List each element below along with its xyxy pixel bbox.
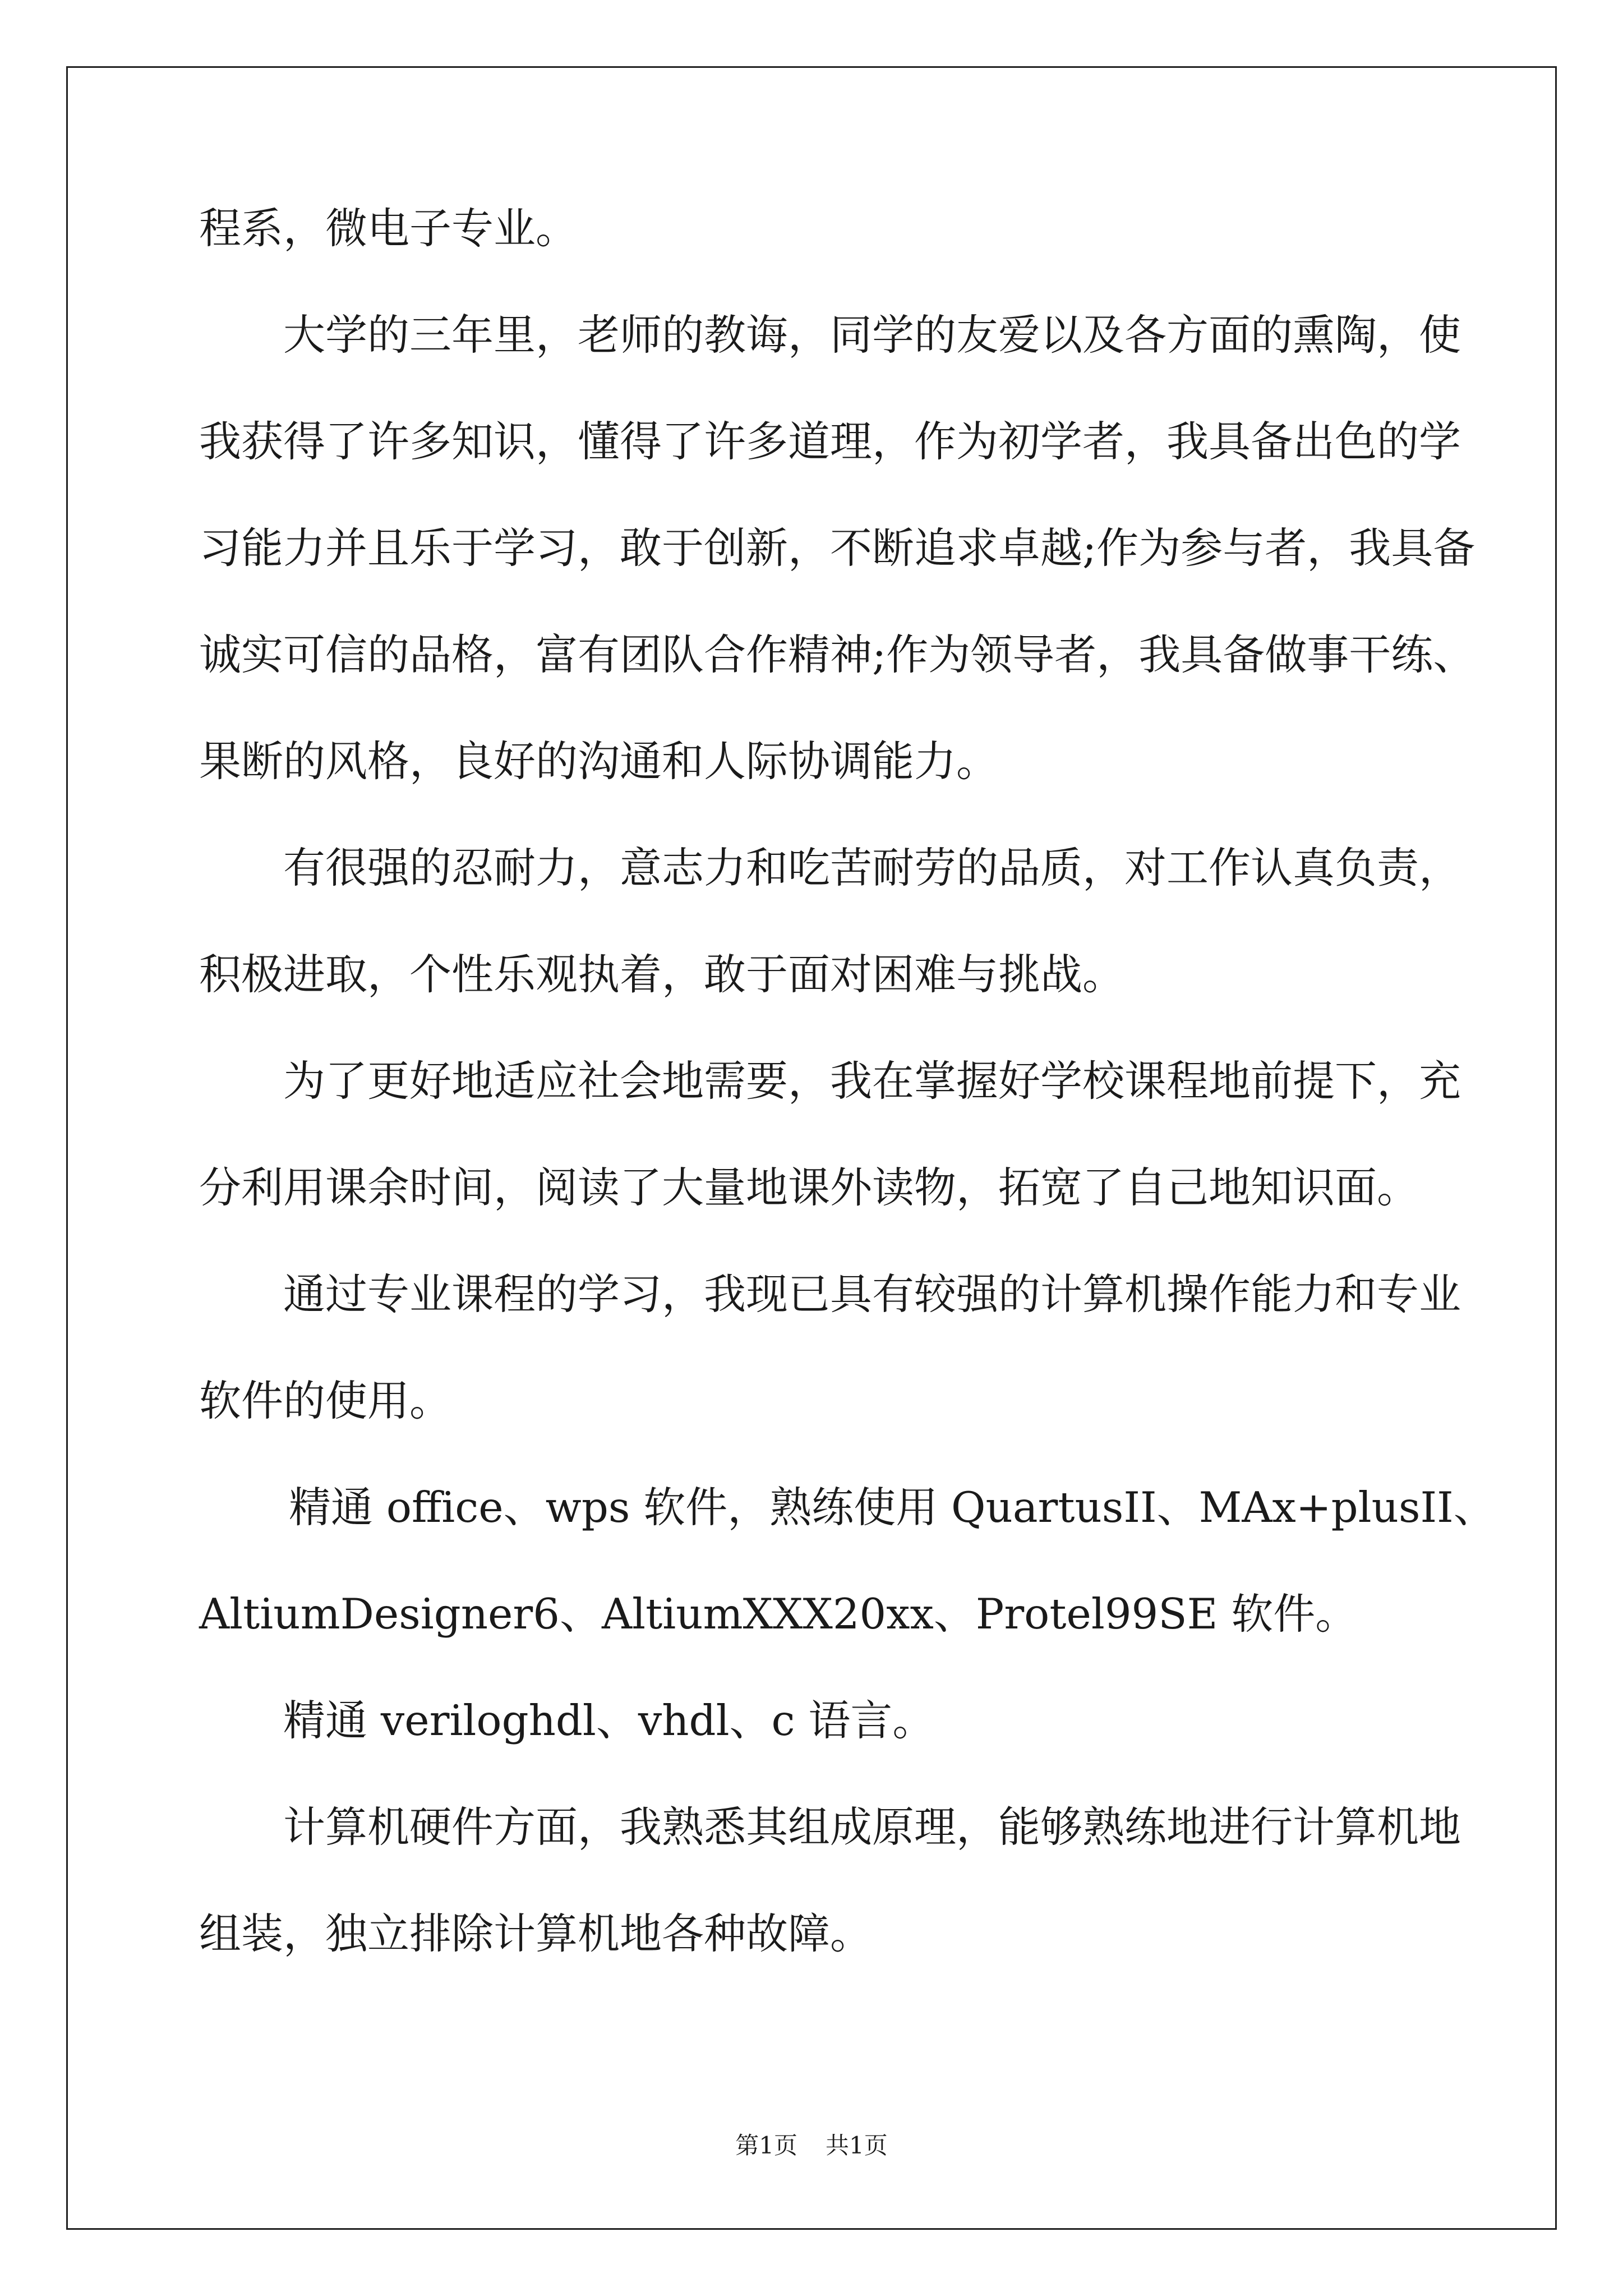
text-line: 软件的使用。 — [199, 1376, 452, 1425]
text-line: 大学的三年里，老师的教诲，同学的友爱以及各方面的熏陶，使 — [283, 310, 1461, 360]
text-line: 果断的风格，良好的沟通和人际协调能力。 — [199, 737, 999, 786]
text-line: 程系，微电子专业。 — [199, 204, 578, 253]
text-line: 为了更好地适应社会地需要，我在掌握好学校课程地前提下，充 — [283, 1056, 1461, 1106]
text-line: 有很强的忍耐力，意志力和吃苦耐劳的品质，对工作认真负责， — [283, 843, 1461, 892]
text-line: 精通 veriloghdl、vhdl、c 语言。 — [283, 1696, 935, 1745]
text-line: 我获得了许多知识，懂得了许多道理，作为初学者，我具备出色的学 — [199, 417, 1461, 466]
text-line: 组装，独立排除计算机地各种故障。 — [199, 1909, 873, 1958]
text-line: 计算机硬件方面，我熟悉其组成原理，能够熟练地进行计算机地 — [283, 1802, 1461, 1852]
page-number: 第1页 — [735, 2132, 797, 2159]
page-footer — [0, 2132, 1623, 2160]
text-line: 诚实可信的品格，富有团队合作精神;作为领导者，我具备做事干练、 — [199, 630, 1476, 679]
text-line: 积极进取，个性乐观执着，敢于面对困难与挑战。 — [199, 950, 1125, 999]
text-line: 分利用课余时间，阅读了大量地课外读物，拓宽了自己地知识面。 — [199, 1163, 1419, 1212]
text-line: 精通 office、wps 软件，熟练使用 QuartusII、MAx+plusII、 — [289, 1483, 1496, 1532]
text-line: 习能力并且乐于学习，敢于创新，不断追求卓越;作为参与者，我具备 — [199, 523, 1476, 573]
text-line: AltiumDesigner6、AltiumXXX20xx、Protel99SE 软件。 — [199, 1589, 1358, 1639]
text-line: 通过专业课程的学习，我现已具有较强的计算机操作能力和专业 — [283, 1269, 1461, 1319]
page-total: 共1页 — [826, 2132, 888, 2159]
page-frame — [66, 66, 1557, 2230]
